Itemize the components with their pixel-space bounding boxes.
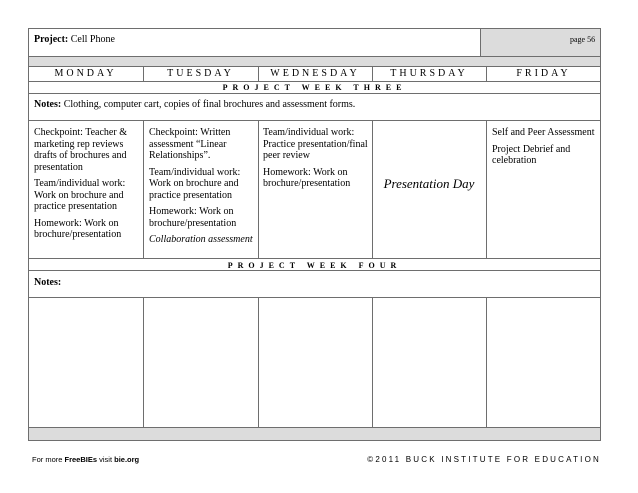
divider bbox=[28, 93, 601, 94]
day-wednesday: WEDNESDAY bbox=[270, 68, 360, 79]
week-four-title: PROJECT WEEK FOUR bbox=[227, 261, 402, 270]
col-divider bbox=[372, 297, 373, 427]
col-divider bbox=[258, 297, 259, 427]
tuesday-assessment: Collaboration assessment bbox=[149, 234, 253, 245]
monday-item: Team/individual work: Work on brochure and practice presentation bbox=[34, 178, 126, 212]
monday-item: Homework: Work on brochure/presentation bbox=[34, 217, 122, 240]
project-value: Cell Phone bbox=[70, 34, 115, 45]
col-divider bbox=[486, 66, 487, 81]
col-divider bbox=[486, 297, 487, 427]
col-divider bbox=[372, 66, 373, 81]
day-tuesday: TUESDAY bbox=[167, 68, 234, 79]
day-friday: FRIDAY bbox=[516, 68, 571, 79]
col-divider bbox=[143, 120, 144, 258]
wednesday-item: Homework: Work on brochure/presentation bbox=[263, 166, 351, 189]
day-thursday: THURSDAY bbox=[390, 68, 468, 79]
col-divider bbox=[258, 120, 259, 258]
week-four-notes-label: Notes: bbox=[34, 277, 62, 288]
col-divider bbox=[143, 66, 144, 81]
col-divider bbox=[143, 297, 144, 427]
divider bbox=[28, 270, 601, 271]
divider bbox=[28, 120, 601, 121]
cell-wednesday bbox=[263, 127, 369, 195]
tuesday-item: Checkpoint: Written assessment “Linear Relationships”. bbox=[149, 127, 231, 161]
cell-monday bbox=[34, 127, 140, 246]
spacer-shade bbox=[29, 57, 600, 66]
week-three-title: PROJECT WEEK THREE bbox=[222, 83, 407, 92]
col-divider bbox=[486, 120, 487, 258]
cell-tuesday bbox=[149, 127, 255, 251]
wednesday-item: Team/individual work: Practice presentation/final peer review bbox=[263, 127, 368, 161]
project-title bbox=[34, 34, 115, 46]
presentation-day: Presentation Day bbox=[383, 176, 475, 191]
tuesday-item: Team/individual work: Work on brochure and practice presentation bbox=[149, 166, 241, 201]
cell-friday bbox=[492, 127, 598, 172]
monday-item: Checkpoint: Teacher & marketing rep reviews drafts of brochures and presentation bbox=[34, 127, 127, 173]
notes-label: Notes: bbox=[34, 99, 62, 110]
footer-freebies: FreeBIEs bbox=[64, 455, 98, 464]
page-number: page 56 bbox=[570, 35, 596, 44]
friday-item: Project Debrief and celebration bbox=[492, 143, 571, 166]
friday-item: Self and Peer Assessment bbox=[492, 127, 595, 138]
day-monday: MONDAY bbox=[54, 68, 117, 79]
footer-mid: visit bbox=[97, 455, 115, 464]
project-label: Project: bbox=[34, 34, 69, 45]
bottom-shade bbox=[29, 428, 600, 440]
notes-text: Clothing, computer cart, copies of final brochures and assessment forms. bbox=[63, 99, 356, 110]
divider bbox=[28, 81, 601, 82]
footer-copyright: ©2011 BUCK INSTITUTE FOR EDUCATION bbox=[367, 455, 601, 464]
header-divider bbox=[480, 29, 481, 56]
footer-site-link[interactable]: bie.org bbox=[114, 455, 140, 464]
week-three-notes bbox=[34, 99, 355, 111]
divider bbox=[28, 297, 601, 298]
col-divider bbox=[258, 66, 259, 81]
footer-prefix: For more bbox=[32, 455, 65, 464]
footer-left bbox=[32, 455, 139, 464]
tuesday-item: Homework: Work on brochure/presentation bbox=[149, 206, 237, 229]
divider bbox=[28, 258, 601, 259]
